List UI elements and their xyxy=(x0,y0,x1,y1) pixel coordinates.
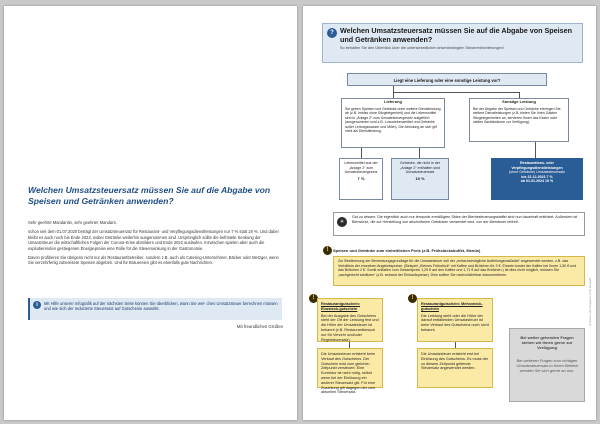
page-title: Welchen Umsatzsteuersatz müssen Sie auf die Abgabe von Speisen und Getränken anwenden? xyxy=(28,185,271,206)
right-page xyxy=(303,6,596,420)
box-head: Restaurantgutschein: Mehrzweck-gutschein xyxy=(421,302,483,311)
warning-icon: ! xyxy=(323,246,332,255)
lieferung-text: Sie geben Speisen und Getränke ohne weitere Dienstleistung ab (z.B. Imbiss ohne Sitzgelegenheit) und die Lebensmittel sind in „Anlage 2“ zum Umsatzsteuergesetz aufgeführt (ausgenommen sind z.B. Luxuslebensmittel und Getränke außer Leitungswasser und Milch). Die Abholung an sich gilt nicht als Dienstleistung. xyxy=(345,106,441,134)
help-box xyxy=(509,328,585,402)
paragraph: Davon profitieren Sie übrigens nicht nur als Restaurantbetreiber, sondern z.B. auch als Catering-Unternehmer, Bäcker oder Metzger, wenn Sie verzehrfertig zubereitete Speisen abgeben. Und für Brauereien gibt es ebenfalls gute Nachrichten. xyxy=(28,254,279,266)
rate-value: 7 % xyxy=(357,175,365,181)
kombi-box: Zur Bestimmung der Bemessungsgrundlage für die Umsatzsteuer soll der „einfachstmögliche Aufteilungsmaßstab“ angewendet werden, z.B. das Verhältnis der einzelnen Angebotspreise. (Beispiel „Kleines Frühstück“ mit Kaffee und Brötchen für 3 €. Einzeln kostet der Kaffee bei Ihnen 1,50 € und das Brötchen 2 €. Somit entfallen vom Gesamtpreis 1,29 € auf den Kaffee und 1,71 € auf das Brötchen.) Ist dies nicht möglich, müssen Sie „sachgerecht schätzen“ (z.B. anhand der Einkaufspreise). Dies sollten Sie nachvollziehbar dokumentieren. xyxy=(333,256,585,286)
result-head: Restaurations- oder Verpflegungsdienstleistungen xyxy=(511,161,563,170)
mehrzweck-gutschein-box xyxy=(417,298,493,342)
result-sub: (ohne Getränke) Umsatzsteuersatz xyxy=(509,170,565,175)
hint-box xyxy=(28,298,282,320)
gut-zu-wissen-text: Gut zu wissen: Die eigentlich auch nur temporär ermäßigten Sätze der Bierbesteuerungsstaffel sind nun dauerhaft entfristet. Außerdem ist Bierwürze, die zur Herstellung von alkoholfreien Getränken verwendet wird, von der Biersteuer befreit. xyxy=(352,215,578,224)
side-note: Hinweis: Alle Angaben ohne Gewähr xyxy=(588,277,592,326)
closing-greeting: Mit freundlichen Grüßen xyxy=(236,324,283,329)
lieferung-box xyxy=(341,98,445,148)
result-text: Lebensmittel aus der „Anlage 2“ zum Umsatzsteuergesetz xyxy=(344,161,378,175)
box-text: Die Leistung steht oder die Höhe der darauf entfallenden Umsatzsteuer ist beim Verkauf des Gutscheins noch nicht bekannt. xyxy=(421,313,489,332)
letter-body xyxy=(28,220,283,269)
einzweck-gutschein-box xyxy=(317,298,383,342)
paragraph: schon seit dem 01.07.2020 beträgt der Umsatzsteuersatz für Restaurant- und Verpflegungsdienstleistungen nur 7 % statt 19 %. Und dabei bleibt es auch noch bis Ende 2023, wobei Getränke weiterhin ausgenommen sind. Ursprünglich sollte die befristete Senkung der Umsatzsteuer die wirtschaftlichen Folgen der Corona-Krise abmildern und Ende 2022 auslaufen. Inzwischen spielen aber auch die explodierenden gestiegenen Energiepreise eine Rolle für die Steuersenkung in der Gastronomie. xyxy=(28,228,279,251)
hint-text: Mit Hilfe unserer Infografik auf der nächsten Seite können Sie überblicken, wann Sie wel- chen Umsatzsteuer berechnen müssen und wie sich der reduzierte Steuersatz auf Gutscheine auswirkt. xyxy=(44,301,278,312)
connector-line xyxy=(393,92,519,93)
period-2: ab 01.01.2024 xyxy=(520,179,544,184)
result-text: Getränke, die nicht in der „Anlage 2“ enthalten sind Umsatzsteuersatz xyxy=(399,161,441,175)
warning-icon: ! xyxy=(408,294,417,303)
box-head: Restaurantgutschein: Einzweck-gutschein xyxy=(321,302,361,311)
question-icon: ? xyxy=(327,28,337,38)
connector-line xyxy=(535,142,536,158)
lightbulb-icon: ☀ xyxy=(337,217,347,227)
help-text: Bei weiteren Fragen zum richtigen Umsatzsteuersatz in Ihrem Betrieb wenden Sie sich gerne an uns. xyxy=(516,358,578,373)
infographic-header xyxy=(322,23,583,63)
gut-zu-wissen-box xyxy=(333,212,585,236)
rate-1: 7 % xyxy=(546,174,553,179)
rate-value: 19 % xyxy=(415,175,425,181)
result-restaurant xyxy=(491,158,583,200)
box-text: Bei der Ausgabe des Gutscheins steht der Ort der Leistung fest und die Höhe der Umsatzsteuer ist bekannt (z.B. Restaurantbesuch nur für Verzehr und/oder Regelsteuersatz). xyxy=(321,313,379,342)
info-icon: i xyxy=(33,301,41,309)
connector-line xyxy=(419,148,420,158)
left-page xyxy=(4,6,297,420)
lieferung-head: Lieferung xyxy=(384,99,402,104)
kombi-heading: Speisen und Getränke zum einheitlichen Preis (z.B. Frühstücksbuffet, Menüs) xyxy=(333,248,481,253)
mehrzweck-result: Die Umsatzsteuer entsteht erst bei Einlösung des Gutscheins. Es muss der zu diesem Zeitpunkt geltende Steuersatz angewendet werden. xyxy=(417,348,493,388)
main-question: Liegt eine Lieferung oder eine sonstige Leistung vor? xyxy=(347,73,547,86)
period-1: bis 31.12.2023 xyxy=(521,174,546,179)
rate-2: 19 % xyxy=(544,179,554,184)
sonstige-leistung-box xyxy=(469,98,569,142)
einzweck-result: Die Umsatzsteuer entsteht beim Verkauf des Gutscheins. Der Gutschein wird zum gleichen Zeitpunkt versteuert. Eine Korrektur ist nicht nötig, selbst wenn bei der Einlösung ein anderer Steuersatz gilt. Für eine Zuzahlung gilt dagegen der zum aktuellen Steuersatz. xyxy=(317,348,383,388)
infographic-subtitle: So behalten Sie den Überblick über die unterschiedlichen krisenbedingten Steuererleichterungen! xyxy=(340,46,504,50)
infographic-title: Welchen Umsatzsteuersatz müssen Sie auf die Abgabe von Speisen und Getränken anwenden? xyxy=(340,26,573,44)
salutation: Sehr geehrte Mandantin, sehr geehrter Mandant, xyxy=(28,220,117,225)
warning-icon: ! xyxy=(309,294,318,303)
connector-line xyxy=(361,148,362,158)
sonstige-text: Bei der Abgabe der Speisen und Getränke erbringen Sie weitere Dienstleistungen (z.B. bieten Sie Ihren Gästen Sitzgelegenheiten an, servieren Ihnen das Essen oder stellen Sanitärräume zur Verfügung). xyxy=(473,106,561,125)
result-lebensmittel xyxy=(339,158,383,200)
sonstige-head: Sonstige Leistung xyxy=(502,99,536,104)
help-question: Bei weiter gehenden Fragen stehen wir Ihnen gerne zur Verfügung xyxy=(520,335,574,350)
result-getraenke xyxy=(391,158,449,200)
